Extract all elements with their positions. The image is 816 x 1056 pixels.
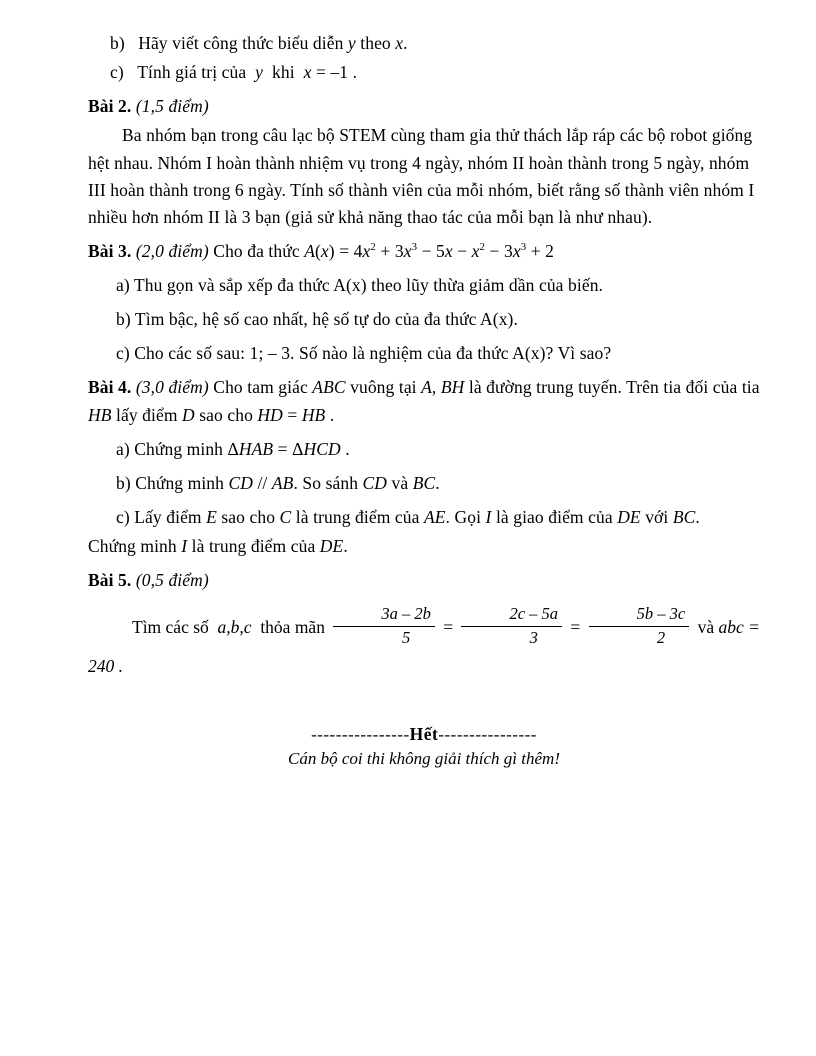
item-c: c) Tính giá trị của y khi x = –1 . — [110, 62, 358, 83]
bai2-heading — [88, 93, 760, 120]
bai3-part-b: b) Tìm bậc, hệ số cao nhất, hệ số tự do của đa thức A(x). — [116, 309, 518, 330]
bai5-equation: Tìm các số a,b,c thỏa mãn $\frac{3a - 2b}{5}$ = $\frac{2c - 5a}{3}$ = $\frac{5b - 3c}{2}$ và abc = 240 . — [88, 604, 760, 676]
bai5-lead: Tìm các số a,b,c thỏa mãn — [132, 617, 325, 638]
het-marker — [88, 724, 760, 745]
item-c-marker: c) — [110, 62, 124, 83]
bai2-label: Bài 2. — [88, 96, 132, 117]
bai5-heading — [88, 567, 760, 594]
fraction-2 — [461, 604, 562, 648]
bai2-points: (1,5 điểm) — [135, 96, 209, 117]
fraction-3-numerator: 5b – 3c — [589, 604, 690, 627]
item-b: b) Hãy viết công thức biểu diễn y theo x. — [110, 33, 408, 53]
bai3-points: (2,0 điểm) — [135, 240, 209, 261]
bai3-part-c: c) Cho các số sau: 1; – 3. Số nào là nghiệm của đa thức A(x)? Vì sao? — [116, 343, 612, 364]
equation-connector: và — [697, 617, 715, 638]
het-dashes-right: ---------------- — [438, 724, 537, 744]
bai3-label: Bài 3. — [88, 240, 132, 261]
bai3-stem: Cho đa thức $A(x) = 4x^2 + 3x^3 - 5x - x^2 - 3x^3 + 2$ — [213, 240, 555, 261]
fraction-2-denominator: 3 — [529, 627, 538, 647]
bai3-heading — [88, 238, 760, 265]
bai4-part-b: b) Chứng minh CD // AB. So sánh CD và BC. — [116, 472, 440, 493]
het-word: Hết — [409, 723, 439, 744]
bai4-tail: Chứng minh I là trung điểm của DE. — [88, 536, 348, 556]
bai5-points: (0,5 điểm) — [135, 570, 209, 591]
fraction-1-denominator: 5 — [401, 627, 411, 647]
fraction-2-numerator: 2c – 5a — [461, 604, 562, 627]
bai4-label: Bài 4. — [88, 377, 132, 398]
fraction-3-denominator: 2 — [656, 627, 666, 647]
bai4-heading — [88, 374, 760, 428]
equation-condition: abc = 240 . — [88, 617, 760, 676]
bai5-label: Bài 5. — [88, 570, 132, 591]
bai4-stem: Cho tam giác ABC vuông tại A, BH là đường trung tuyến. Trên tia đối của tia HB lấy điểm D sao cho HD = HB . — [88, 377, 760, 425]
bai3-part-a: a) Thu gọn và sắp xếp đa thức A(x) theo lũy thừa giảm dần của biến. — [116, 275, 604, 295]
fraction-1-numerator: 3a – 2b — [333, 604, 435, 627]
exam-note: Cán bộ coi thi không giải thích gì thêm! — [288, 748, 560, 768]
document-content — [88, 30, 760, 769]
item-b-marker: b) — [110, 33, 125, 53]
bai4-part-a: a) Chứng minh ΔHAB = ΔHCD . — [116, 438, 350, 459]
bai2-body: Ba nhóm bạn trong câu lạc bộ STEM cùng tham gia thử thách lắp ráp các bộ robot giống hệt nhau. Nhóm I hoàn thành nhiệm vụ trong 4 ngày, nhóm II hoàn thành trong 5 ngày, nhóm III hoàn thành trong 6 ngày. Tính số thành viên của mỗi nhóm, biết rằng số thành viên nhóm I nhiều hơn nhóm II là 3 bạn (giả sử khả năng thao tác của mỗi bạn là như nhau). — [88, 125, 755, 227]
het-dashes-left: ---------------- — [311, 724, 410, 744]
bai4-part-c: c) Lấy điểm E sao cho C là trung điểm của AE. Gọi I là giao điểm của DE với BC. — [116, 506, 700, 527]
fraction-3 — [589, 604, 690, 648]
bai4-points: (3,0 điểm) — [135, 377, 209, 398]
fraction-1 — [333, 604, 435, 648]
